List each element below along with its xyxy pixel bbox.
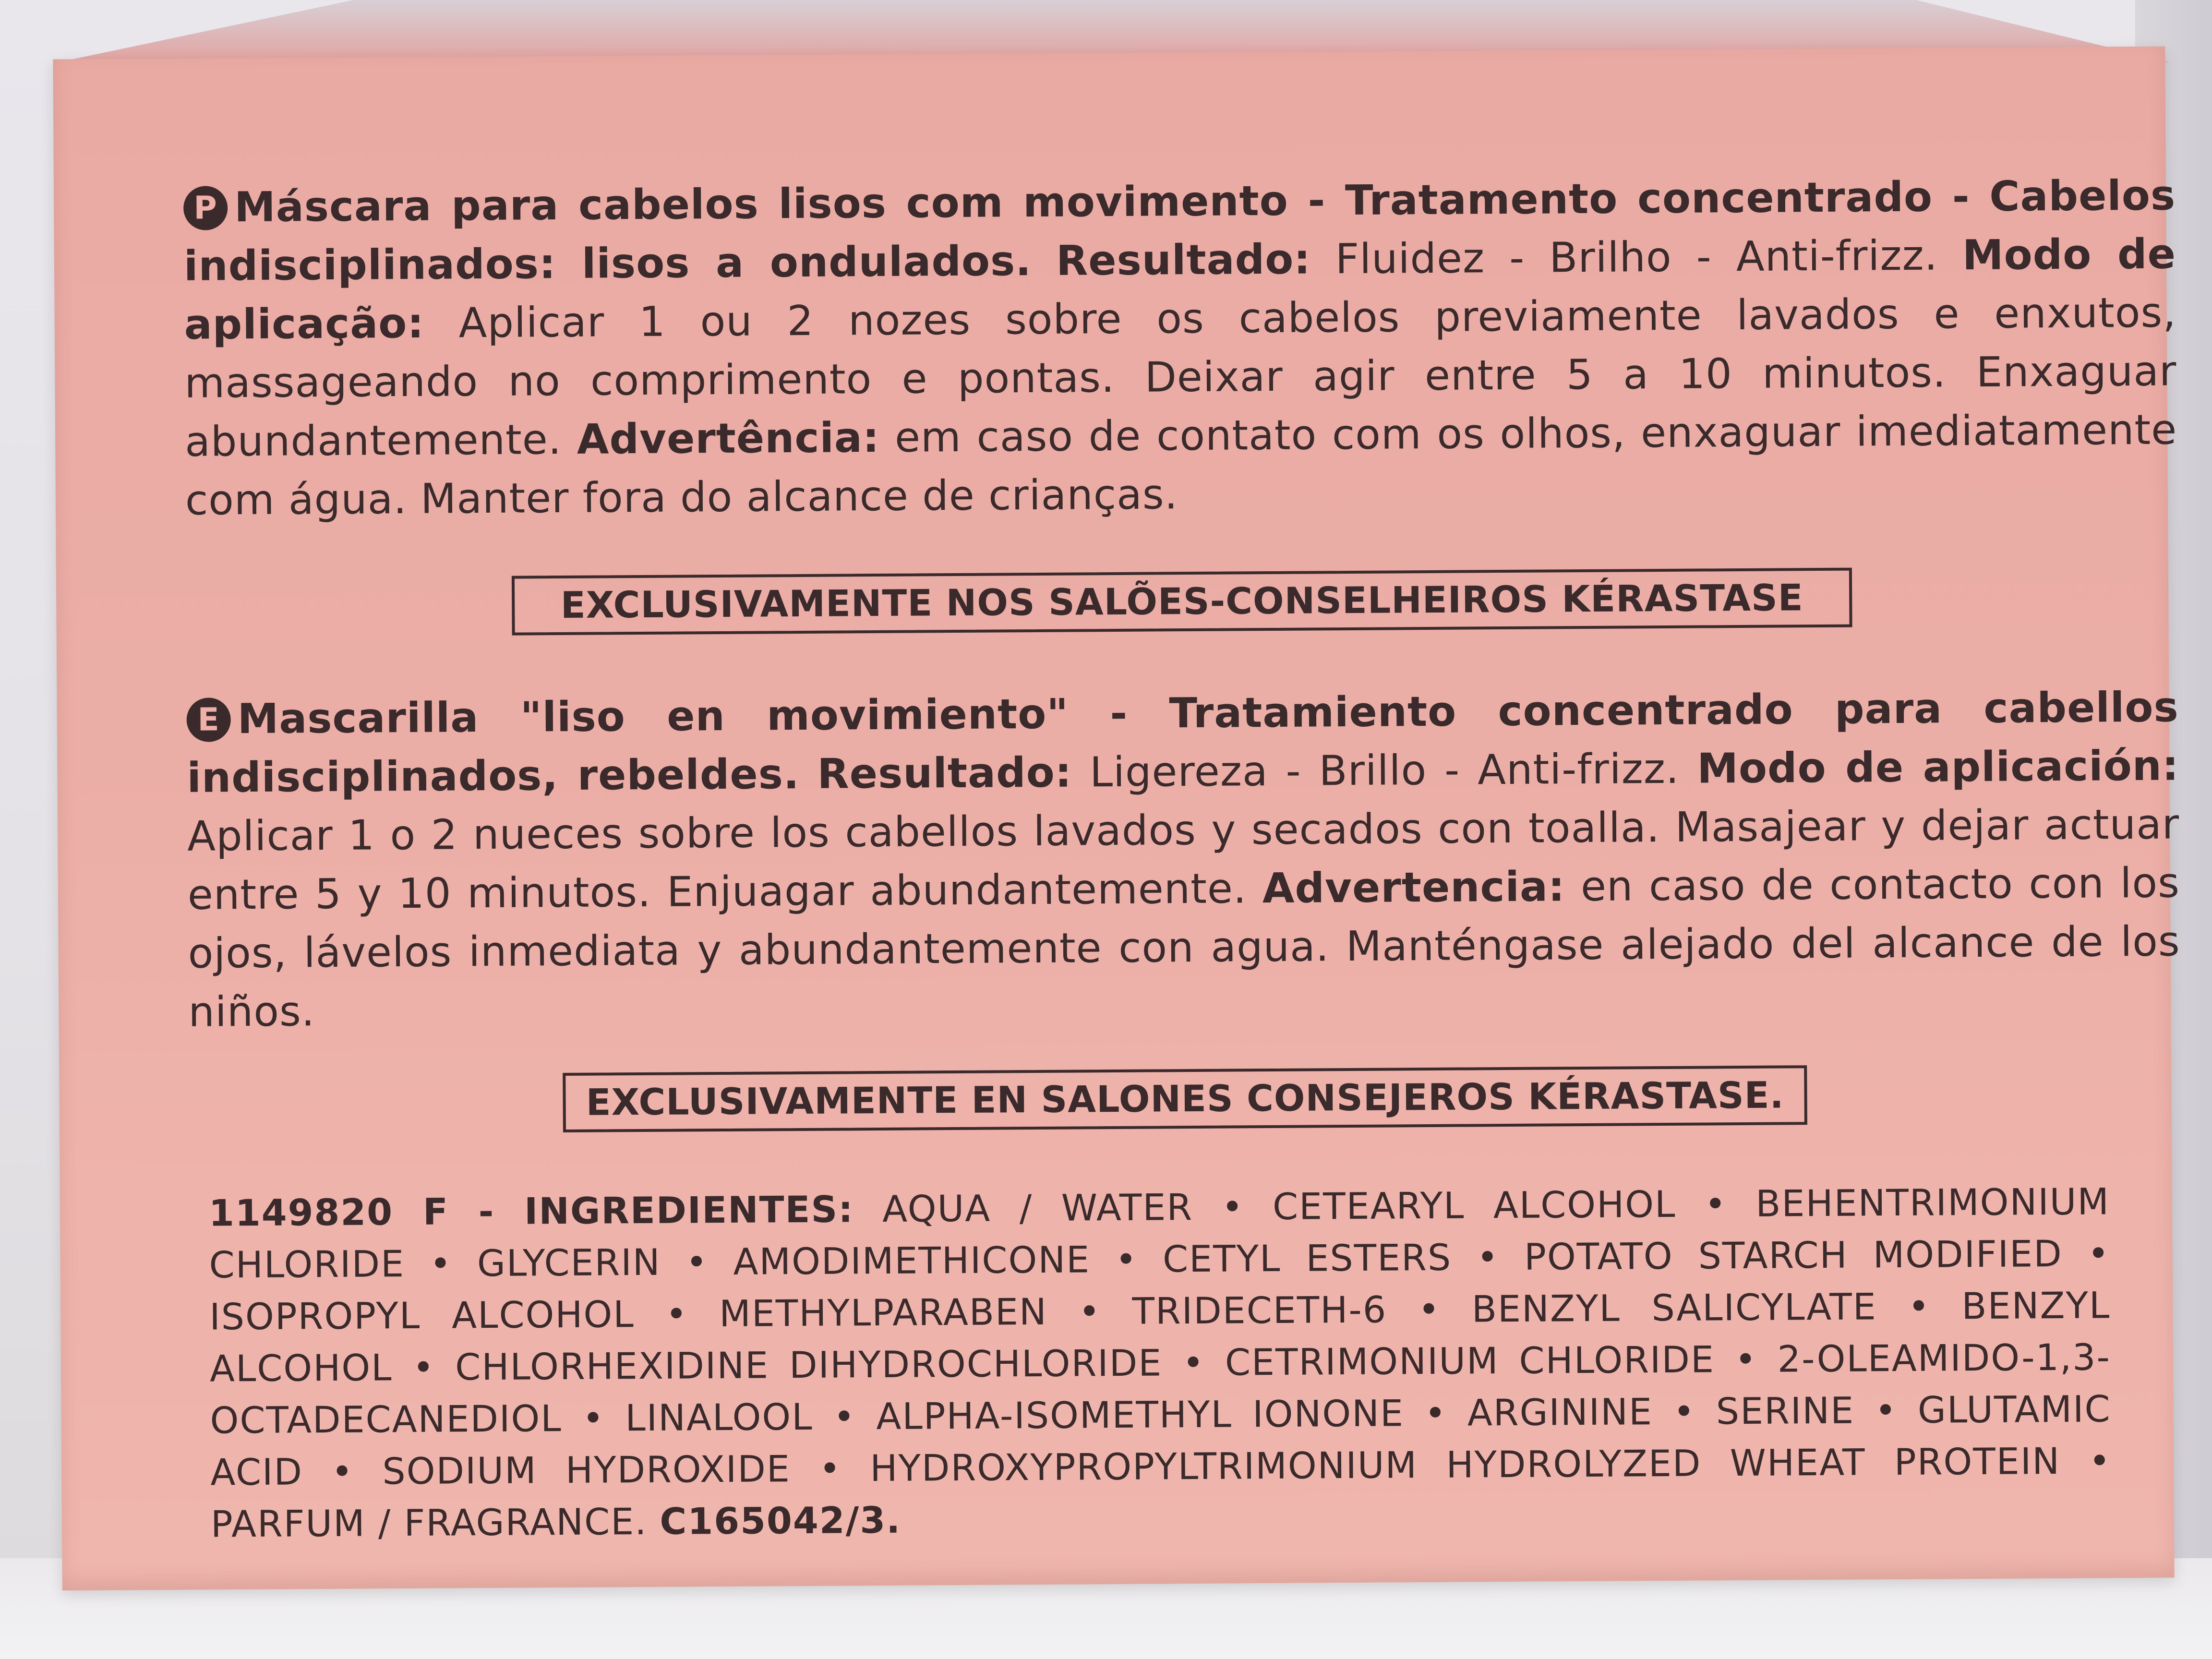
es-result-text: Ligereza - Brillo - Anti-frizz. [1089, 745, 1680, 797]
ingredients-text: AQUA / WATER • CETEARYL ALCOHOL • BEHENTRIMONIUM CHLORIDE • GLYCERIN • AMODIMETHICONE • CETYL ESTERS • POTATO STARCH MODIFIED • ISOPROPYL ALCOHOL • METHYLPARABEN • TRIDECETH-6 • BENZYL SALICYLATE • BENZYL ALCOHOL • CHLORHEXIDINE DIHYDROCHLORIDE • CETRIMONIUM CHLORIDE • 2-OLEAMIDO-1,3-OCTADECANEDIOL • LINALOOL • ALPHA-ISOMETHYL IONONE • ARGININE • SERINE • GLUTAMIC ACID • SODIUM HYDROXIDE • HYDROXYPROPYLTRIMONIUM HYDROLYZED WHEAT PROTEIN • PARFUM / FRAGRANCE. [209, 1180, 2112, 1546]
pt-exclusive-box: EXCLUSIVAMENTE NOS SALÕES-CONSELHEIROS KÉRASTASE [512, 568, 1852, 636]
es-exclusive-box: EXCLUSIVAMENTE EN SALONES CONSEJEROS KÉRASTASE. [563, 1065, 1807, 1132]
ingredients-list [190, 1175, 2184, 1550]
pt-title: Máscara para cabelos lisos com movimento - Tratamento concentrado - Cabelos indisciplinados: lisos a ondulados. [183, 171, 2176, 290]
pt-result-text: Fluidez - Brilho - Anti-frizz. [1335, 231, 1938, 284]
ingredients-code: C165042/3. [660, 1498, 902, 1543]
product-box [53, 47, 2180, 1591]
pt-usage-text: Aplicar 1 ou 2 nozes sobre os cabelos previamente lavados e enxutos, massageando no comprimento e pontas. Deixar agir entre 5 a 10 minutos. Enxaguar abundantemente. [184, 289, 2177, 466]
es-title: Mascarilla "liso en movimiento" - Tratamiento concentrado para cabellos indisciplinados, rebeldes. [187, 683, 2179, 802]
es-warning-text: en caso de contacto con los ojos, lávelos inmediata y abundantemente con agua. Manténgase alejado del alcance de los niños. [188, 859, 2180, 1036]
lang-badge-p: P [183, 186, 228, 230]
pt-warning-text: em caso de contato com os olhos, enxaguar imediatamente com água. Manter fora do alcance de crianças. [185, 406, 2177, 525]
ingredients-label: 1149820 F - INGREDIENTES: [208, 1188, 854, 1235]
es-warning-label: Advertencia: [1262, 863, 1565, 913]
spanish-paragraph [186, 678, 2180, 1041]
pt-warning-label: Advertência: [577, 413, 880, 464]
es-usage-label: Modo de aplicación: [1697, 742, 2179, 793]
es-usage-text: Aplicar 1 o 2 nueces sobre los cabellos lavados y secados con toalla. Masajear y dejar actuar entre 5 y 10 minutos. Enjuagar abundantemente. [187, 800, 2180, 919]
label-text [183, 166, 2184, 1587]
pt-usage-label: Modo de aplicação: [184, 230, 2176, 349]
portuguese-paragraph [183, 166, 2177, 529]
es-result-label: Resultado: [817, 748, 1072, 798]
lang-badge-e: E [186, 697, 231, 742]
pt-result-label: Resultado: [1056, 235, 1311, 285]
